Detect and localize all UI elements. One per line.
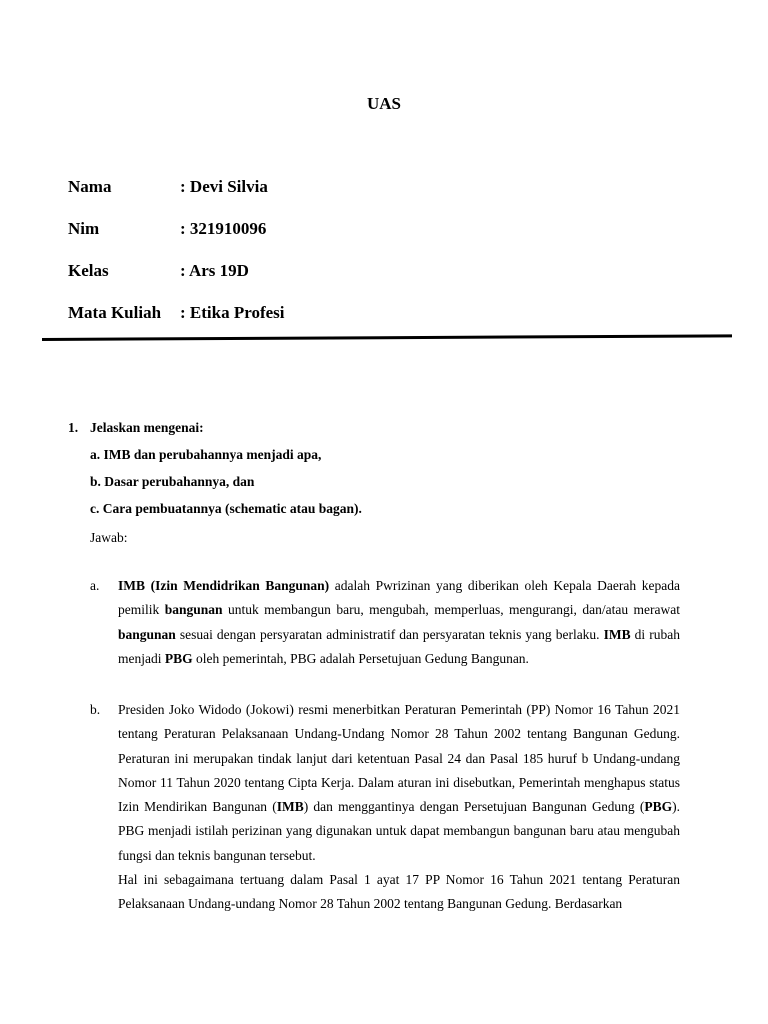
info-label: Kelas	[68, 261, 109, 280]
info-row-nama	[68, 177, 268, 197]
answer-text: untuk membangun baru, mengubah, memperluas, mengurangi, dan/atau merawat	[222, 602, 680, 618]
page-title: UAS	[366, 94, 401, 113]
question-item: a. IMB dan perubahannya menjadi apa,	[90, 447, 322, 462]
answer-marker: a.	[90, 578, 100, 593]
question-item: c. Cara pembuatannya (schematic atau bagan).	[90, 501, 362, 516]
header-divider	[42, 334, 732, 341]
info-row-kelas	[68, 261, 249, 281]
answer-text: ) dan menggantinya dengan Persetujuan Bangunan Gedung (	[303, 799, 645, 815]
answer-text-bold: IMB	[603, 626, 631, 642]
question-intro: Jelaskan mengenai:	[90, 420, 204, 435]
answer-text-bold: IMB	[276, 799, 304, 815]
answer-text: sesuai dengan persyaratan administratif dan persyaratan teknis yang berlaku.	[175, 626, 604, 642]
jawab-label: Jawab:	[90, 530, 128, 545]
answer-text-bold: bangunan	[164, 602, 223, 618]
answer-b	[90, 698, 680, 917]
answer-text-bold: IMB (Izin Mendidrikan Bangunan)	[118, 578, 330, 593]
answer-b-body	[118, 698, 680, 917]
question-number: 1.	[68, 420, 79, 435]
answer-text: di rubah menjadi	[118, 626, 680, 666]
answer-text-bold: PBG	[164, 650, 193, 666]
info-value: : 321910096	[180, 219, 267, 238]
answer-a	[90, 574, 680, 671]
info-label: Nim	[68, 219, 100, 238]
answer-paragraph: Hal ini sebagaimana tertuang dalam Pasal 1 ayat 17 PP Nomor 16 Tahun 2021 tentang Peraturan Pelaksanaan Undang-undang Nomor 28 Tahun 2002 tentang Bangunan Gedung. Berdasarkan	[118, 872, 680, 912]
question-item: b. Dasar perubahannya, dan	[90, 474, 255, 489]
info-value: : Ars 19D	[180, 261, 249, 280]
answer-text: ). PBG menjadi istilah perizinan yang digunakan untuk dapat membangun bangunan baru atau mengubah fungsi dan teknis bangunan tersebut.	[118, 799, 680, 863]
info-value: : Devi Silvia	[180, 177, 268, 196]
answer-text: Presiden Joko Widodo (Jokowi) resmi menerbitkan Peraturan Pemerintah (PP) Nomor 16 Tahun 2021 tentang Peraturan Pelaksanaan Undang-Undang Nomor 28 Tahun 2002 tentang Bangunan Gedung. Peraturan ini merupakan tindak lanjut dari ketentuan Pasal 24 dan Pasal 185 huruf b Undang-undang Nomor 11 Tahun 2020 tentang Cipta Kerja. Dalam aturan ini disebutkan, Pemerintah menghapus status Izin Mendirikan Bangunan (	[118, 702, 680, 815]
answer-marker: b.	[90, 702, 101, 717]
info-label: Mata Kuliah	[68, 303, 162, 322]
info-value: : Etika Profesi	[180, 303, 285, 322]
answer-text: oleh pemerintah, PBG adalah Persetujuan Gedung Bangunan.	[192, 650, 529, 666]
answer-text: adalah Pwrizinan yang diberikan oleh Kepala Daerah kepada pemilik	[118, 578, 680, 618]
answer-text-bold: bangunan	[118, 626, 176, 642]
info-row-nim	[68, 219, 266, 239]
info-label: Nama	[68, 177, 112, 196]
question-block	[68, 414, 362, 522]
answer-a-body	[118, 574, 680, 671]
answer-text-bold: PBG	[644, 799, 673, 815]
info-row-mata-kuliah	[68, 303, 285, 323]
